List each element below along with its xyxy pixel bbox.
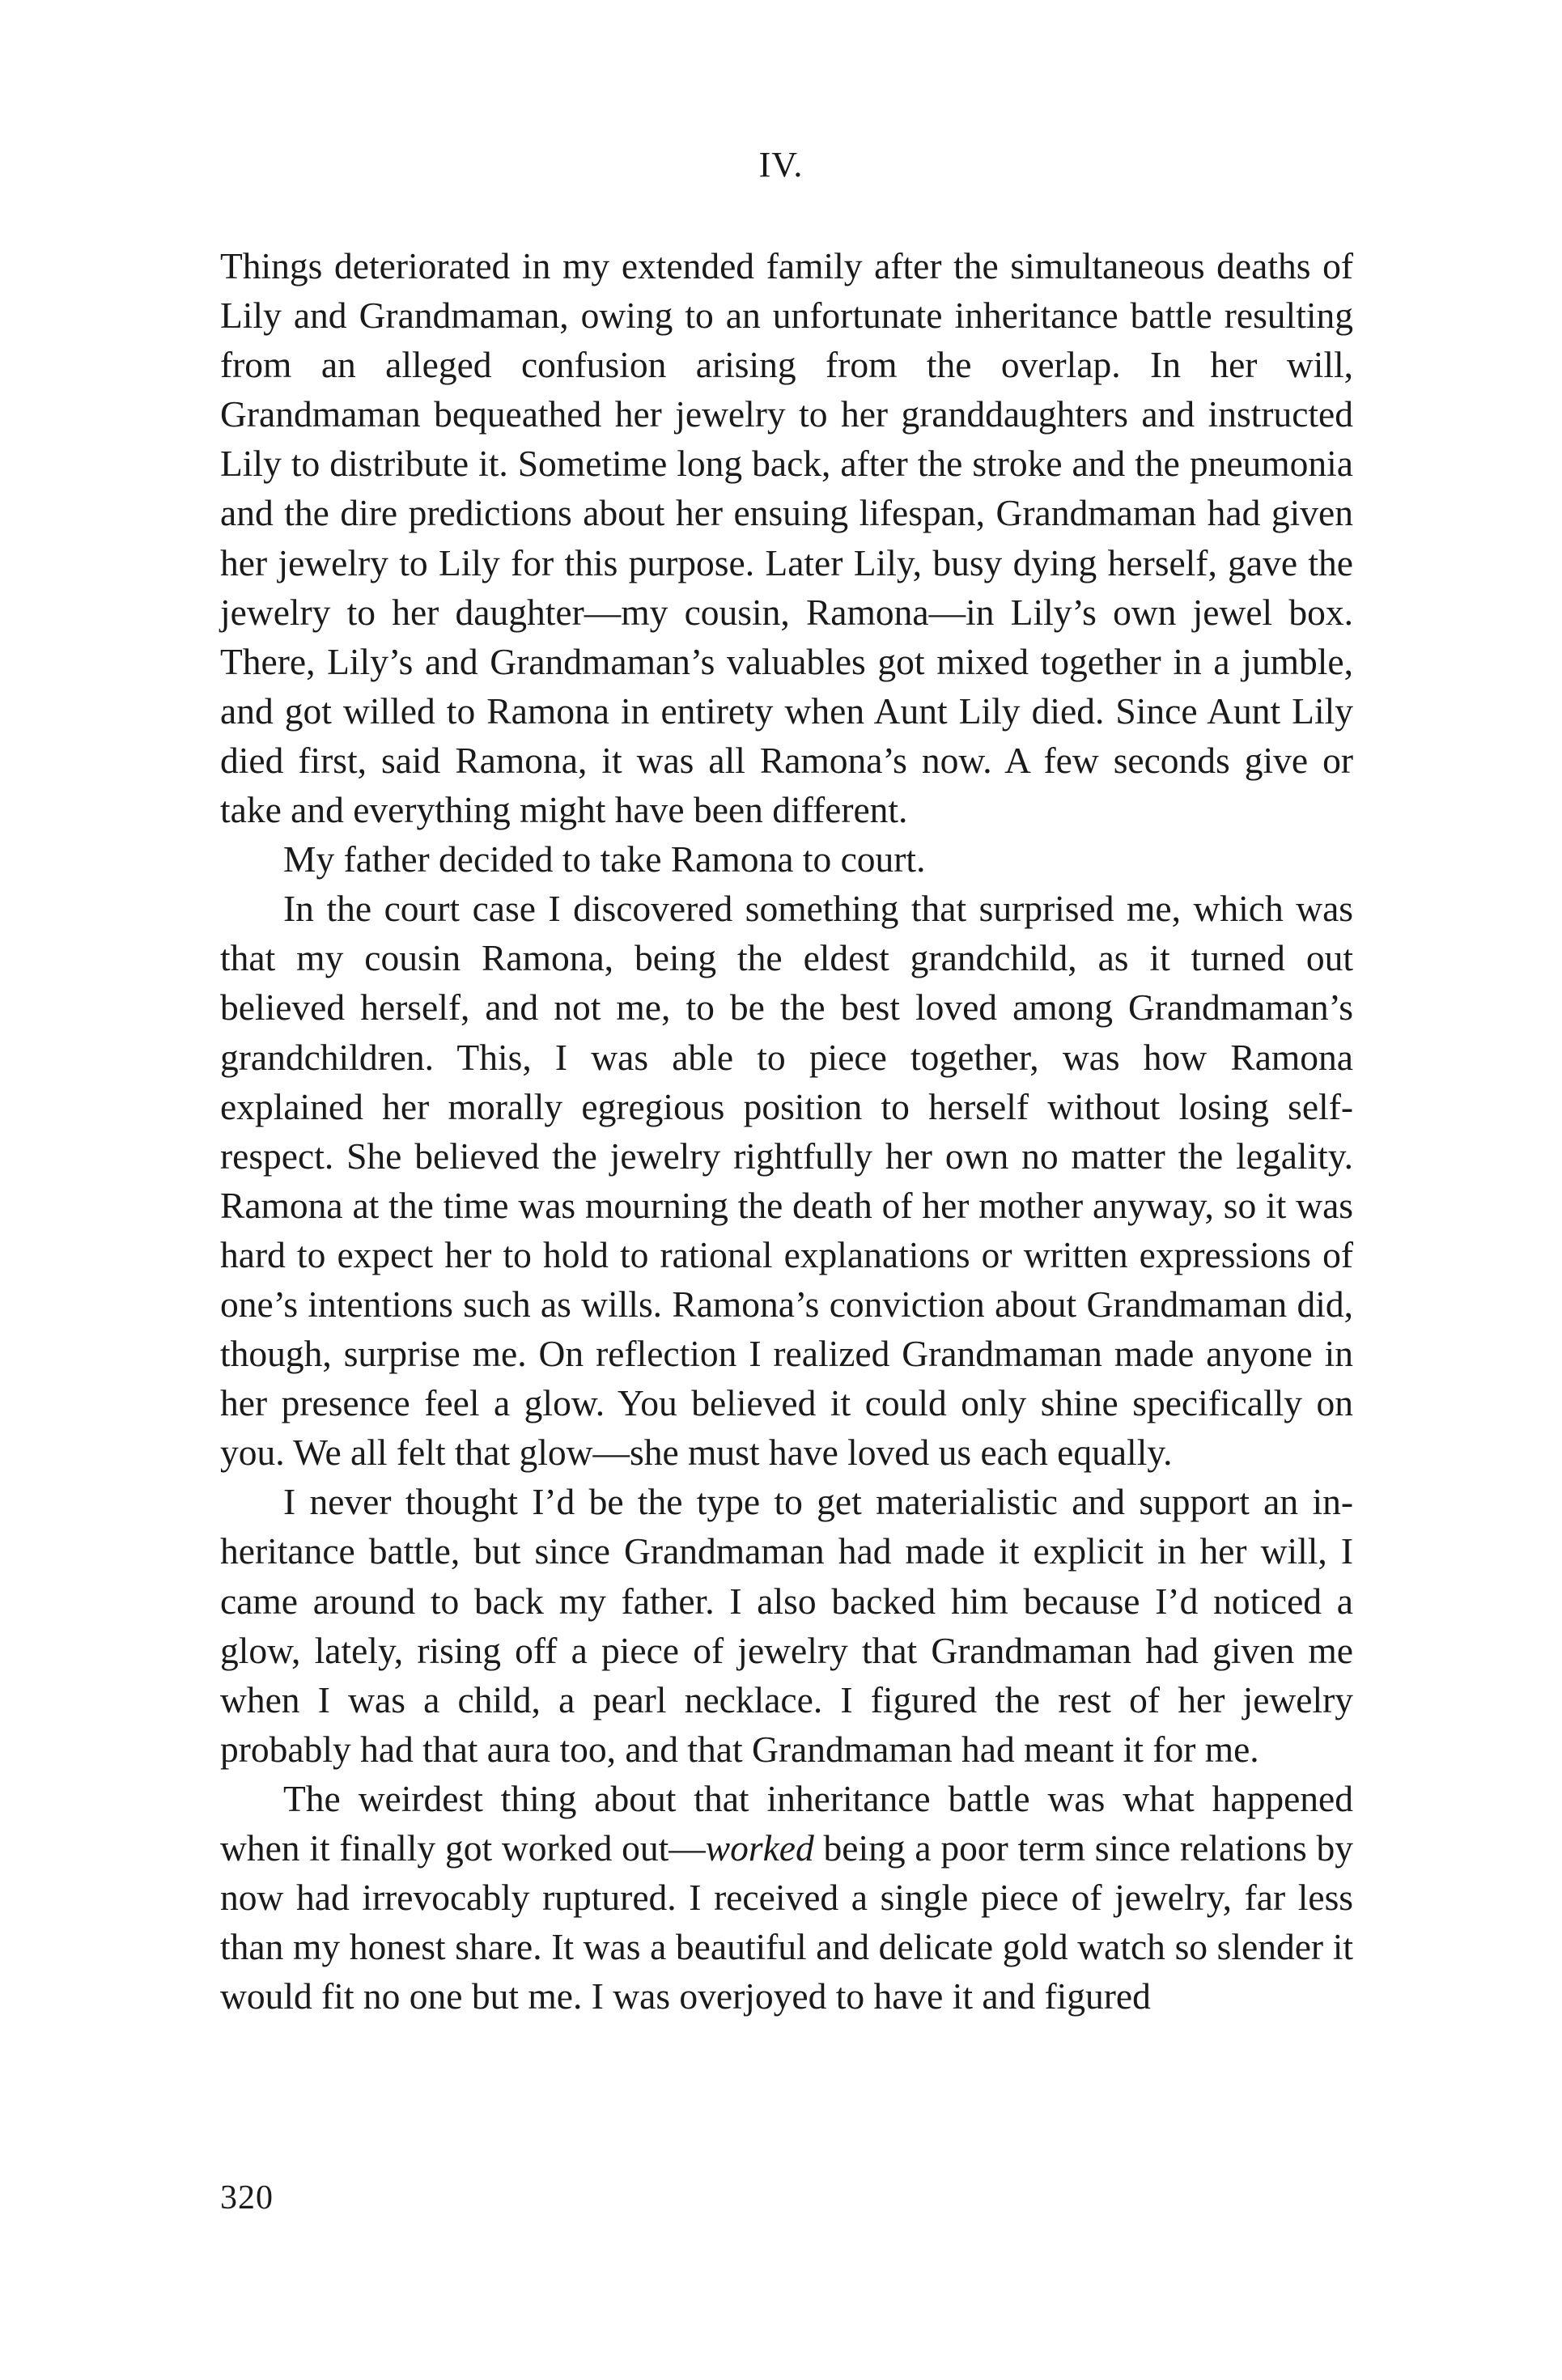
paragraph-4: I never thought I’d be the type to get materialistic and support an inheritance battle, but since Grandmaman had made it explicit in her will, I came around to back my father. I also backed him because I’d noticed a glow, lately, rising off a piece of jewelry that Grandmaman had given me when I was a child, a pearl necklace. I figured the rest of her jewelry probably had that aura too, and that Grandmaman had meant it for me.: [220, 1481, 1353, 1770]
paragraph-2: My father decided to take Ramona to court.: [283, 838, 926, 880]
section-heading: IV.: [758, 145, 804, 185]
paragraph-5: [220, 1774, 1353, 2021]
paragraph-5-text-before: The weirdest thing about that inheritance battle was what happened when it finally got worked out—: [220, 1777, 1353, 1869]
paragraph-5-text-after: being a poor term since relations by now had irrevocably ruptured. I received a single piece of jewelry, far less than my honest share. It was a beautiful and delicate gold watch so slender it would fit no one but me. I was overjoyed to have it and figured: [220, 1827, 1353, 2017]
paragraph-5-emphasis: worked: [705, 1827, 814, 1869]
body-text: [220, 241, 1353, 2021]
paragraph-1: Things deteriorated in my extended family after the simultaneous deaths of Lily and Grandmaman, owing to an unfortunate inheritance battle resulting from an alleged confusion arising from the overlap. In her will, Grandmaman bequeathed her jewelry to her granddaughters and instructed Lily to distribute it. Sometime long back, after the stroke and the pneumonia and the dire predictions about her ensuing lifespan, Grandmaman had given her jewelry to Lily for this purpose. Later Lily, busy dying herself, gave the jewelry to her daughter—my cousin, Ramona—in Lily’s own jewel box. There, Lily’s and Grandmaman’s valuables got mixed together in a jumble, and got willed to Ramona in entirety when Aunt Lily died. Since Aunt Lily died first, said Ramona, it was all Ramona’s now. A few seconds give or take and everything might have been different.: [220, 245, 1353, 831]
paragraph-3: In the court case I discovered something that surprised me, which was that my cousin Ramona, being the eldest grandchild, as it turned out believed herself, and not me, to be the best loved among Grandmaman’s grandchildren. This, I was able to piece together, was how Ramona explained her morally egregious position to herself without losing self-respect. She believed the jewelry rightfully her own no matter the legality. Ramona at the time was mourning the death of her mother anyway, so it was hard to expect her to hold to rational explanations or written expressions of one’s intentions such as wills. Ramona’s conviction about Grandmaman did, though, surprise me. On reflection I realized Grandmaman made anyone in her presence feel a glow. You believed it could only shine specifically on you. We all felt that glow—she must have loved us each equally.: [220, 888, 1353, 1474]
page-number: 320: [220, 2179, 274, 2217]
